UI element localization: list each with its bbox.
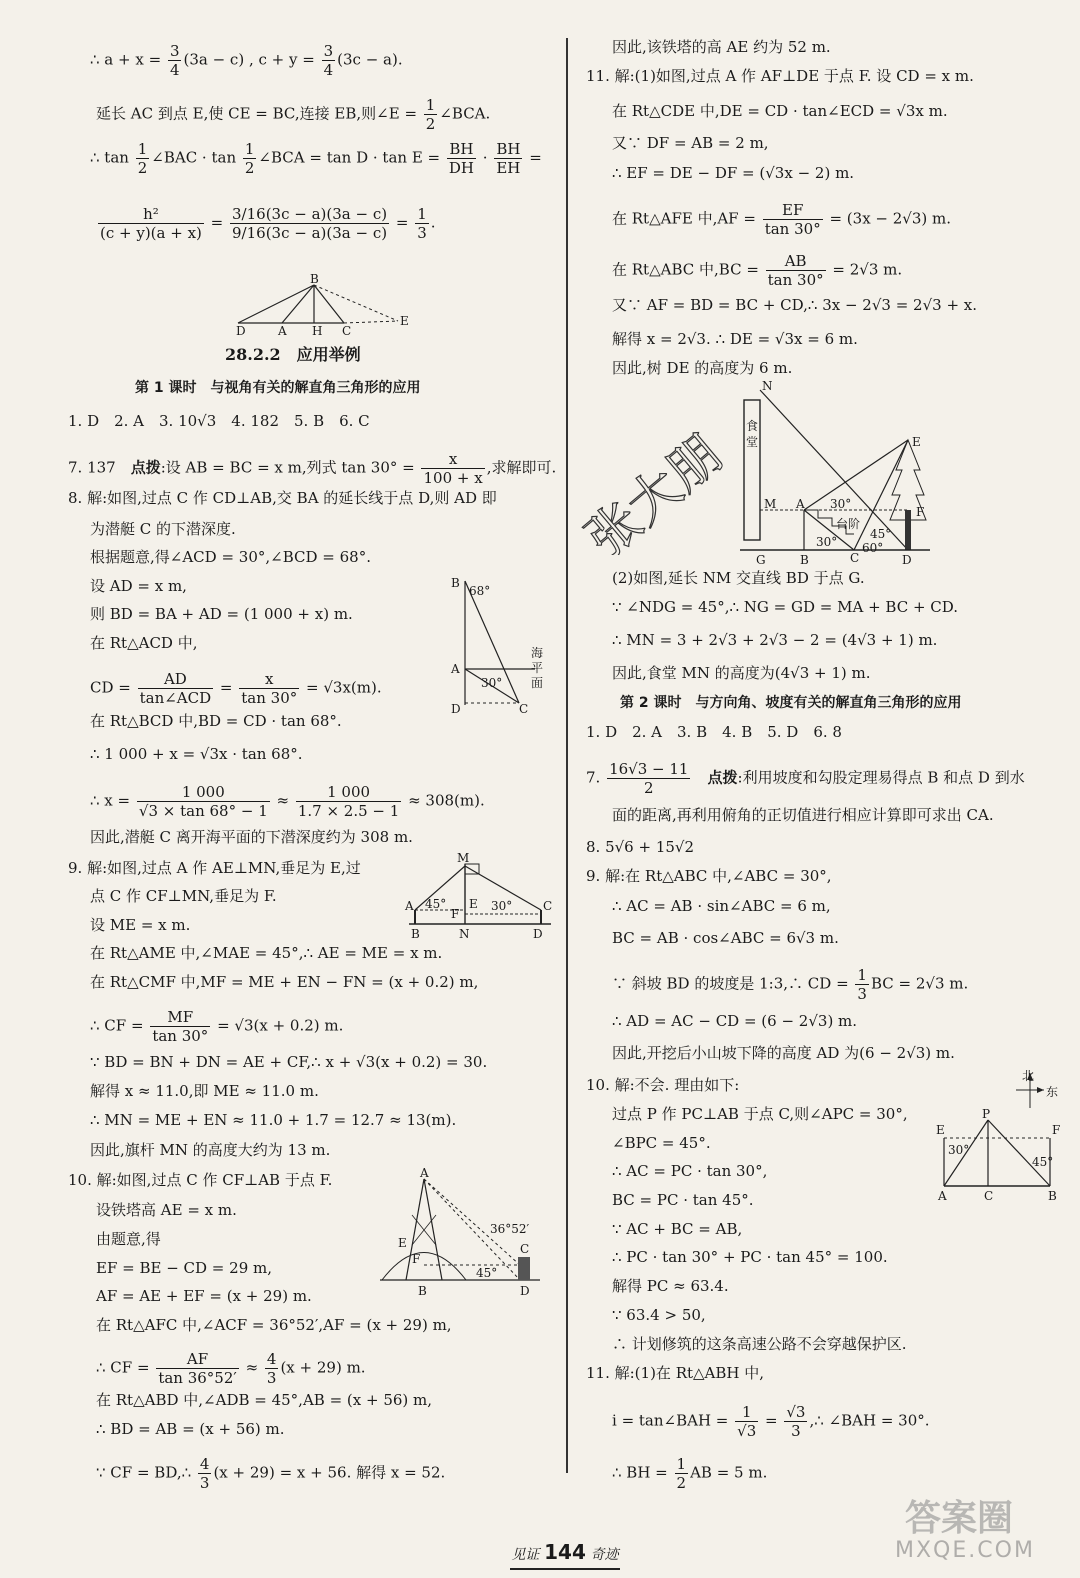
label-d: D <box>902 553 912 567</box>
line-ratio <box>96 205 436 242</box>
q10-line: AF = AE + EF = (x + 29) m. <box>96 1287 312 1305</box>
r-q9-line: BC = AB · cos∠ABC = 6√3 m. <box>612 929 839 947</box>
r-q10-line: 过点 P 作 PC⊥AB 于点 C,则∠APC = 30°, <box>612 1105 908 1123</box>
q8-conclusion: 因此,潜艇 C 离开海平面的下潜深度约为 308 m. <box>90 828 413 846</box>
numerator: 1 <box>857 966 867 984</box>
label-sea: 面 <box>531 676 544 690</box>
text: 在 Rt△AFE 中,AF = <box>612 209 761 228</box>
q8-x <box>90 783 485 820</box>
numerator: 1 <box>137 140 148 158</box>
r-q10-line: 10. 解:不会. 理由如下: <box>586 1076 740 1094</box>
label-angle-45: 45° <box>1032 1155 1054 1169</box>
signature-svg <box>565 395 765 555</box>
fraction <box>447 140 476 177</box>
denominator: 3 <box>266 1369 277 1387</box>
text: ≈ 308(m). <box>403 791 485 810</box>
numerator: EF <box>763 201 823 220</box>
label-sea: 海 <box>531 646 544 660</box>
text: ,求解即可. <box>486 458 557 477</box>
q8-line: ∴ 1 000 + x = √3x · tan 68°. <box>90 745 303 763</box>
fraction <box>322 42 336 79</box>
r-q9-line: 9. 解:在 Rt△ABC 中,∠ABC = 30°, <box>586 867 832 885</box>
figure-canteen-tree <box>740 380 940 569</box>
line-be <box>314 285 398 321</box>
numerator: 1 <box>676 1455 687 1473</box>
q8-line: 为潜艇 C 的下潜深度. <box>90 520 236 538</box>
fraction <box>421 450 484 487</box>
denominator: 2 <box>137 159 148 177</box>
r-af <box>612 201 951 238</box>
footer-right-mark: 奇迹 <box>590 1547 619 1563</box>
text: ≈ <box>240 1358 263 1377</box>
q8-line: 则 BD = BA + AD = (1 000 + x) m. <box>90 605 353 623</box>
r-q10-line: ∴ 计划修筑的这条高速公路不会穿越保护区. <box>612 1335 907 1353</box>
numerator: 1 <box>735 1403 758 1422</box>
denominator: 100 + x <box>423 469 483 487</box>
fraction <box>763 201 823 238</box>
numerator: BH <box>447 140 476 159</box>
denominator: DH <box>448 159 474 177</box>
lesson-2-title: 第 2 课时 与方向角、坡度有关的解直角三角形的应用 <box>620 695 962 711</box>
label-angle-36-52: 36°52′ <box>490 1222 530 1236</box>
fraction <box>735 1403 758 1440</box>
figure-highway <box>932 1068 1077 1207</box>
q10-line: ∴ BD = AB = (x + 56) m. <box>96 1420 285 1438</box>
label-d: D <box>520 1284 530 1298</box>
q9-line: 解得 x ≈ 11.0,即 ME ≈ 11.0 m. <box>90 1082 319 1100</box>
r-q10-line: BC = PC · tan 45°. <box>612 1191 754 1209</box>
r-q11-line: 因此,树 DE 的高度为 6 m. <box>612 359 793 377</box>
numerator: 1 000 <box>296 783 401 802</box>
numerator: √3 <box>786 1403 806 1421</box>
tip-label: 点拨 <box>130 458 161 477</box>
line-tan <box>90 140 542 177</box>
q8-line: 在 Rt△BCD 中,BD = CD · tan 68°. <box>90 712 342 730</box>
fraction <box>675 1455 689 1492</box>
numerator: 1 <box>425 96 436 114</box>
text: ∴ a + x = <box>90 50 166 69</box>
r-bc <box>612 252 902 289</box>
q10-line: 设铁塔高 AE = x m. <box>96 1201 237 1219</box>
label-e: E <box>398 1236 407 1250</box>
q10-end <box>96 1455 445 1492</box>
r-q11-line: ∵ ∠NDG = 45°,∴ NG = GD = MA + BC + CD. <box>612 598 959 616</box>
text: ≈ <box>271 791 294 810</box>
text: ∴ CF = <box>90 1016 149 1035</box>
text: = √3(x + 0.2) m. <box>212 1016 344 1035</box>
tip-label: 点拨 <box>707 768 738 787</box>
label-b: B <box>418 1284 427 1298</box>
fraction <box>296 783 401 820</box>
label-a: A <box>451 662 460 676</box>
q8-line: 在 Rt△ACD 中, <box>90 634 198 652</box>
text: (3a − c) , c + y = <box>183 50 320 69</box>
figure-svg <box>445 575 555 715</box>
handwritten-signature <box>565 395 765 559</box>
fraction <box>198 1455 212 1492</box>
denominator: tan 30° <box>241 689 298 707</box>
label-b: B <box>310 272 319 286</box>
line-ax <box>90 42 403 79</box>
fraction <box>239 670 299 707</box>
answers-1-6: 1. D 2. A 3. 10√3 4. 182 5. B 6. C <box>68 412 370 430</box>
text: i = tan∠BAH = <box>612 1411 734 1430</box>
numerator: AB <box>766 252 826 271</box>
numerator: AD <box>138 670 214 689</box>
q9-line: 在 Rt△CMF 中,MF = ME + EN − FN = (x + 0.2) m, <box>90 973 479 991</box>
fraction <box>156 1350 238 1387</box>
label-b: B <box>411 927 420 941</box>
r-q10-line: ∴ AC = PC · tan 30°, <box>612 1162 768 1180</box>
figure-svg <box>232 272 412 338</box>
label-angle-30: 30° <box>816 535 838 549</box>
line-ce <box>344 321 398 323</box>
text: :利用坡度和勾股定理易得点 B 和点 D 到水 <box>737 768 1025 787</box>
numerator: x <box>421 450 484 469</box>
denominator: tan 36°52′ <box>158 1369 237 1387</box>
text: :设 AB = BC = x m,列式 tan 30° = <box>160 458 420 477</box>
text: 7. 137 <box>68 458 131 477</box>
q8-line: 根据题意,得∠ACD = 30°,∠BCD = 68°. <box>90 548 371 566</box>
label-c: C <box>984 1189 994 1203</box>
line-ba <box>282 285 314 323</box>
r-q10-line: ∴ PC · tan 30° + PC · tan 45° = 100. <box>612 1248 888 1266</box>
fraction <box>98 205 204 242</box>
text: 延长 AC 到点 E,使 CE = BC,连接 EB,则∠E = <box>96 104 422 123</box>
r-q9-line: ∴ AC = AB · sin∠ABC = 6 m, <box>612 897 831 915</box>
label-north: 北 <box>1022 1069 1035 1083</box>
text: ∴ BH = <box>612 1463 673 1482</box>
text: ∠BAC · tan <box>151 148 241 167</box>
q9-line: ∴ MN = ME + EN ≈ 11.0 + 1.7 = 12.7 ≈ 13(m). <box>90 1111 457 1129</box>
label-e: E <box>469 897 478 911</box>
r-q11-line: 解得 x = 2√3. ∴ DE = √3x = 6 m. <box>612 330 858 348</box>
denominator: (c + y)(a + x) <box>100 224 202 242</box>
fraction <box>607 760 690 797</box>
label-angle-68: 68° <box>469 584 491 598</box>
numerator: 4 <box>266 1350 277 1368</box>
r-answer-7 <box>586 760 1025 797</box>
numerator: x <box>239 670 299 689</box>
fraction <box>855 966 869 1003</box>
text: . <box>430 213 436 232</box>
q10-line: EF = BE − CD = 29 m, <box>96 1259 272 1277</box>
label-a: A <box>796 497 805 511</box>
denominator: 3 <box>791 1422 801 1440</box>
label-c: C <box>850 551 860 565</box>
q10-line: 在 Rt△ABD 中,∠ADB = 45°,AB = (x + 56) m, <box>96 1391 433 1409</box>
figure-flagpole <box>405 852 555 948</box>
answer-7 <box>68 450 556 487</box>
numerator: BH <box>496 140 521 158</box>
q9-line: 点 C 作 CF⊥MN,垂足为 F. <box>90 887 277 905</box>
figure-svg <box>405 852 555 944</box>
q8-line: 8. 解:如图,过点 C 作 CD⊥AB,交 BA 的延长线于点 D,则 AD 即 <box>68 489 497 507</box>
text: (x + 29) m. <box>280 1358 366 1377</box>
r-q10-line: 解得 PC ≈ 63.4. <box>612 1277 729 1295</box>
label-c: C <box>342 324 352 338</box>
label-angle-60: 60° <box>862 541 884 555</box>
denominator: tan 30° <box>767 271 824 289</box>
q8-cd <box>90 670 382 707</box>
q10-cf <box>96 1350 366 1387</box>
denominator: tan∠ACD <box>139 689 212 707</box>
figure-triangle-dahce <box>232 272 412 341</box>
r-answers-1-6: 1. D 2. A 3. B 4. B 5. D 6. 8 <box>586 723 842 741</box>
fraction <box>494 140 522 177</box>
denominator: 3 <box>199 1474 210 1492</box>
hill <box>382 1253 466 1281</box>
label-angle-45: 45° <box>425 897 447 911</box>
compass-east-arrow <box>1037 1087 1044 1093</box>
label-angle-30: 30° <box>481 676 503 690</box>
text: 7. <box>586 768 606 787</box>
label-c: C <box>520 1242 530 1256</box>
watermark-site: MXQE.COM <box>895 1538 1035 1563</box>
text: = <box>524 148 542 167</box>
label-east: 东 <box>1046 1085 1059 1099</box>
lesson-1-title: 第 1 课时 与视角有关的解直角三角形的应用 <box>135 380 421 396</box>
denominator: 4 <box>169 61 180 79</box>
label-a: A <box>405 899 414 913</box>
watermark-logo: 答案圈 <box>905 1498 1014 1539</box>
denominator: tan 30° <box>152 1027 209 1045</box>
denominator: 2 <box>644 779 654 797</box>
numerator: 4 <box>199 1455 210 1473</box>
text: = <box>391 213 414 232</box>
label-f: F <box>1052 1123 1061 1137</box>
label-d: D <box>451 702 461 716</box>
label-a: A <box>420 1166 429 1180</box>
page-number: 144 <box>544 1540 586 1564</box>
text: (x + 29) = x + 56. 解得 x = 52. <box>213 1463 446 1482</box>
numerator: 3 <box>323 42 334 60</box>
q9-line: 在 Rt△AME 中,∠MAE = 45°,∴ AE = ME = x m. <box>90 944 443 962</box>
label-d: D <box>236 324 246 338</box>
text: ∴ tan <box>90 148 134 167</box>
fraction <box>243 140 257 177</box>
watermark <box>895 1490 1065 1570</box>
fraction <box>138 670 214 707</box>
text: = √3x(m). <box>301 678 382 697</box>
fraction <box>168 42 182 79</box>
fraction <box>415 205 429 242</box>
text: (3c − a). <box>337 50 403 69</box>
text: = <box>760 1411 783 1430</box>
fraction <box>136 140 150 177</box>
denominator: 3 <box>417 224 427 242</box>
label-canteen: 食 <box>746 419 759 433</box>
label-a: A <box>278 324 287 338</box>
text: BC = 2√3 m. <box>870 974 969 993</box>
text: = <box>205 213 229 232</box>
figure-svg <box>740 380 940 565</box>
numerator: 3 <box>169 42 180 60</box>
text: ∵ CF = BD,∴ <box>96 1463 196 1482</box>
denominator: tan 30° <box>764 220 821 238</box>
label-e: E <box>400 314 409 328</box>
q9-cf <box>90 1008 343 1045</box>
r-q11-line: 又∵ DF = AB = 2 m, <box>612 134 769 152</box>
q9-line: ∵ BD = BN + DN = AE + CF,∴ x + √3(x + 0.2) = 30. <box>90 1053 488 1071</box>
line-bc <box>314 285 344 323</box>
denominator: √3 × tan 68° − 1 <box>138 802 268 820</box>
text: ∠BCA. <box>439 104 491 123</box>
label-steps: 台阶 <box>836 517 861 531</box>
section-title: 28.2.2 应用举例 <box>225 345 361 364</box>
numerator: AF <box>156 1350 238 1369</box>
label-angle-30: 30° <box>830 497 852 511</box>
building-cd <box>518 1257 530 1280</box>
text: ∵ 斜坡 BD 的坡度是 1:3,∴ CD = <box>612 974 854 993</box>
label-f: F <box>451 907 460 921</box>
r-q11-line: 在 Rt△CDE 中,DE = CD · tan∠ECD = √3x m. <box>612 102 948 120</box>
denominator: √3 <box>737 1422 757 1440</box>
r-q10-line: ∠BPC = 45°. <box>612 1134 711 1152</box>
fraction <box>424 96 438 133</box>
r-q11-line: 又∵ AF = BD = BC + CD,∴ 3x − 2√3 = 2√3 + x. <box>612 296 978 314</box>
label-n: N <box>762 379 773 393</box>
text: CD = <box>90 678 136 697</box>
q10-line: 在 Rt△AFC 中,∠ACF = 36°52′,AF = (x + 29) m, <box>96 1316 452 1334</box>
label-b: B <box>800 553 809 567</box>
text: ,∴ ∠BAH = 30°. <box>809 1411 930 1430</box>
label-c: C <box>519 702 529 716</box>
label-canteen: 堂 <box>746 435 759 449</box>
tree-trunk <box>905 510 911 550</box>
r-q10-line: ∵ AC + BC = AB, <box>612 1220 743 1238</box>
r-q11-i <box>612 1403 930 1440</box>
page-footer <box>500 1540 630 1564</box>
label-m: M <box>764 497 777 511</box>
figure-tower <box>380 1165 550 1304</box>
figure-svg <box>380 1165 550 1300</box>
label-e: E <box>936 1123 945 1137</box>
q9-line: 因此,旗杆 MN 的高度大约为 13 m. <box>90 1141 331 1159</box>
line-ae <box>804 440 908 510</box>
denominator: 2 <box>676 1474 687 1492</box>
fraction <box>766 252 826 289</box>
denominator: 1.7 × 2.5 − 1 <box>297 802 400 820</box>
footer-rule <box>510 1568 620 1570</box>
label-f: F <box>916 505 925 519</box>
r-answer-8: 8. 5√6 + 15√2 <box>586 838 695 856</box>
text: · <box>478 148 493 167</box>
column-divider <box>566 38 568 1473</box>
q10-line: 10. 解:如图,过点 C 作 CF⊥AB 于点 F. <box>68 1171 333 1189</box>
footer-left-mark: 见证 <box>511 1547 540 1563</box>
q10-line: 由题意,得 <box>96 1230 161 1248</box>
label-n: N <box>459 927 470 941</box>
numerator: h² <box>98 205 204 224</box>
r-q11-bh <box>612 1455 767 1492</box>
text: ∴ x = <box>90 791 135 810</box>
label-h: H <box>312 324 323 338</box>
text: ∠BCA = tan D · tan E = <box>258 148 445 167</box>
label-d: D <box>533 927 543 941</box>
q8-line: 设 AD = x m, <box>90 577 187 595</box>
label-angle-45: 45° <box>476 1266 498 1280</box>
r-q11-line: ∴ MN = 3 + 2√3 + 2√3 − 2 = (4√3 + 1) m. <box>612 631 938 649</box>
label-angle-30: 30° <box>491 899 513 913</box>
r-q9-line: 因此,开挖后小山坡下降的高度 AD 为(6 − 2√3) m. <box>612 1044 955 1062</box>
fraction <box>230 205 389 242</box>
denominator: 4 <box>323 61 334 79</box>
label-p: P <box>982 1107 991 1121</box>
label-angle-30: 30° <box>948 1143 970 1157</box>
label-sea: 平 <box>531 661 544 675</box>
q9-line: 设 ME = x m. <box>90 916 191 934</box>
label-e: E <box>912 435 921 449</box>
figure-submarine <box>445 575 555 719</box>
line-pb <box>988 1120 1050 1186</box>
denominator: 2 <box>244 159 255 177</box>
denominator: 2 <box>425 115 436 133</box>
text: 在 Rt△ABC 中,BC = <box>612 260 764 279</box>
fraction <box>137 783 270 820</box>
r-q11-line: 11. 解:(1)在 Rt△ABH 中, <box>586 1364 765 1382</box>
denominator: 3 <box>857 985 867 1003</box>
r-line: 面的距离,再利用俯角的正切值进行相应计算即可求出 CA. <box>612 806 994 824</box>
r-q9-cd <box>612 966 968 1003</box>
text: ∴ CF = <box>96 1358 155 1377</box>
label-c: C <box>543 899 553 913</box>
r-q11-line: (2)如图,延长 NM 交直线 BD 于点 G. <box>612 569 865 587</box>
text: = (3x − 2√3) m. <box>824 209 952 228</box>
label-angle-45: 45° <box>870 527 892 541</box>
numerator: MF <box>150 1008 210 1027</box>
denominator: 9/16(3c − a)(3a − c) <box>232 224 388 242</box>
label-a: A <box>938 1189 947 1203</box>
text: AB = 5 m. <box>690 1463 768 1482</box>
label-g: G <box>756 553 766 567</box>
r-q9-line: ∴ AD = AC − CD = (6 − 2√3) m. <box>612 1012 858 1030</box>
signature-text: 张大朋 <box>575 423 734 555</box>
r-q10-line: ∵ 63.4 > 50, <box>612 1306 706 1324</box>
line-db <box>238 285 314 323</box>
fraction <box>150 1008 210 1045</box>
label-m: M <box>457 851 470 865</box>
figure-svg <box>932 1068 1077 1203</box>
text: = <box>215 678 238 697</box>
numerator: 16√3 − 11 <box>609 760 689 778</box>
r-line: 因此,该铁塔的高 AE 约为 52 m. <box>612 38 831 56</box>
fraction <box>784 1403 807 1440</box>
fraction <box>265 1350 279 1387</box>
numerator: 1 <box>417 205 427 223</box>
q9-line: 9. 解:如图,过点 A 作 AE⊥MN,垂足为 E,过 <box>68 859 361 877</box>
denominator: EH <box>496 159 521 177</box>
r-q11-line: 11. 解:(1)如图,过点 A 作 AF⊥DE 于点 F. 设 CD = x m. <box>586 67 974 85</box>
label-b: B <box>1048 1189 1057 1203</box>
numerator: 1 <box>244 140 255 158</box>
r-q11-line: ∴ EF = DE − DF = (√3x − 2) m. <box>612 164 855 182</box>
r-q11-line: 因此,食堂 MN 的高度为(4√3 + 1) m. <box>612 664 871 682</box>
numerator: 1 000 <box>137 783 270 802</box>
text: = 2√3 m. <box>827 260 903 279</box>
line-extend <box>96 96 490 133</box>
label-f: F <box>412 1252 421 1266</box>
numerator: 3/16(3c − a)(3a − c) <box>232 205 388 223</box>
label-b: B <box>451 576 460 590</box>
